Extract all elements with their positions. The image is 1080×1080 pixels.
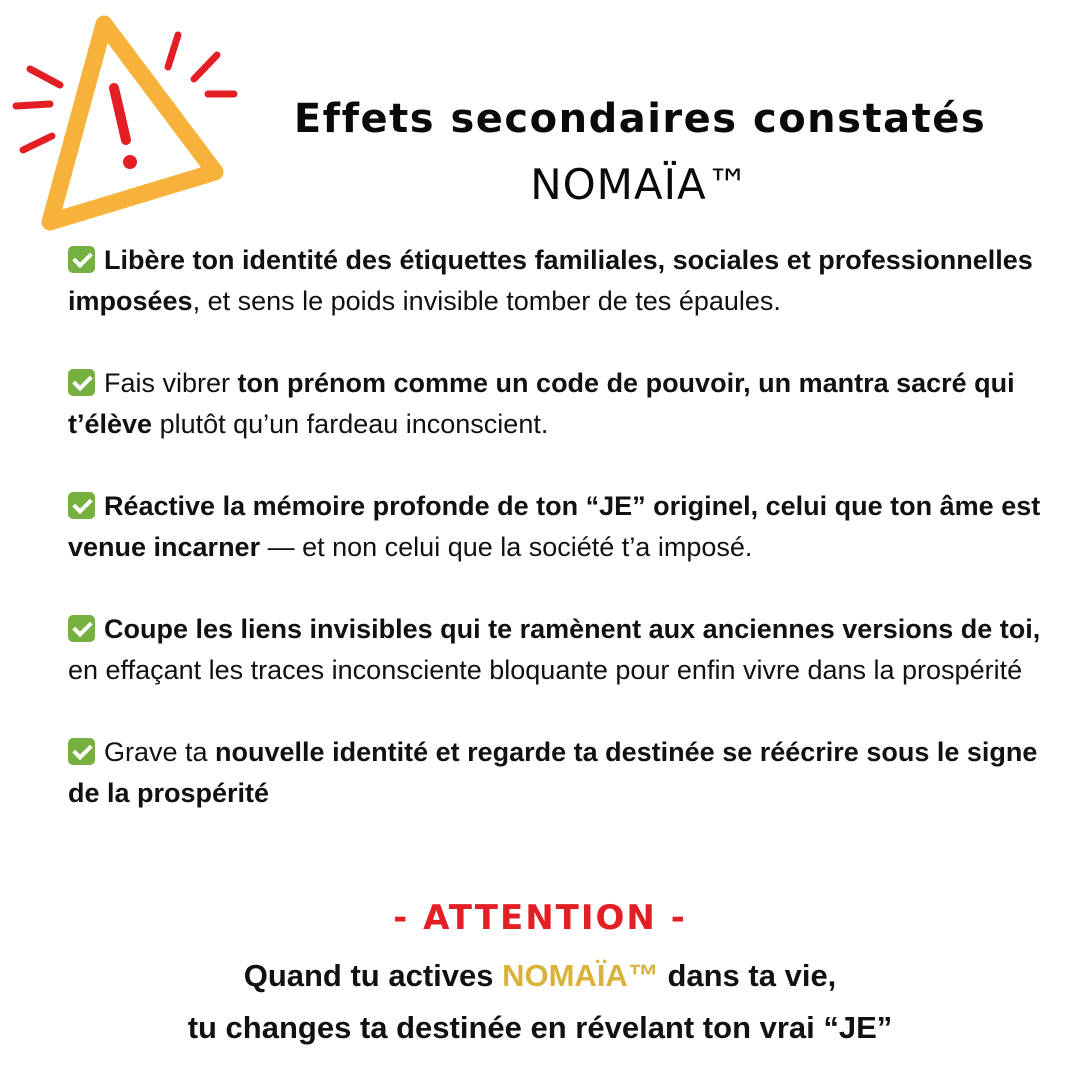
check-mark-icon <box>68 369 95 396</box>
closing-text: Quand tu actives <box>243 958 503 993</box>
item-text: plutôt qu’un fardeau inconscient. <box>152 409 549 439</box>
attention-heading: - ATTENTION - <box>393 898 687 938</box>
list-item <box>68 363 1048 445</box>
list-item <box>68 732 1048 814</box>
item-bold-text: Réactive la mémoire profonde de ton “JE” originel, celui que ton âme est venue incarner <box>68 491 1041 562</box>
triangle-outline <box>50 24 215 222</box>
list-item <box>68 240 1048 322</box>
alert-ray <box>168 35 178 67</box>
closing-line-1 <box>0 950 1080 1002</box>
list-item <box>68 486 1048 568</box>
check-mark-icon <box>68 738 95 765</box>
item-text: en effaçant les traces inconsciente bloquante pour enfin vivre dans la prospérité <box>68 655 1023 685</box>
check-mark-icon <box>68 615 95 642</box>
item-bold-text: nouvelle identité et regarde ta destinée se réécrire sous le signe de la prospérité <box>68 737 1038 808</box>
item-text: — et non celui que la société t’a imposé. <box>260 532 753 562</box>
alert-ray <box>16 104 50 106</box>
item-bold-text: Libère ton identité des étiquettes familiales, sociales et professionnelles imposées <box>68 245 1033 316</box>
item-bold-text: Coupe les liens invisibles qui te ramènent aux anciennes versions de toi, <box>104 614 1041 644</box>
page-title: Effets secondaires constatés <box>293 96 987 142</box>
effects-list <box>68 240 1048 814</box>
closing-line-2: tu changes ta destinée en révelant ton vrai “JE” <box>187 1010 893 1045</box>
item-prefix: Grave ta <box>104 737 216 767</box>
item-prefix: Fais vibrer <box>104 368 238 398</box>
alert-ray <box>194 55 217 79</box>
closing-statement <box>0 950 1080 1054</box>
closing-text: dans ta vie, <box>658 958 837 993</box>
check-mark-icon <box>68 246 95 273</box>
warning-triangle-icon <box>10 12 240 232</box>
item-text: , et sens le poids invisible tomber de tes épaules. <box>192 286 781 316</box>
brand-name: NOMAÏA™ <box>530 160 750 209</box>
list-item <box>68 609 1048 691</box>
check-mark-icon <box>68 492 95 519</box>
alert-ray <box>23 136 52 150</box>
exclamation-bar <box>114 88 126 140</box>
exclamation-dot <box>123 155 137 169</box>
item-bold-text: ton prénom comme un code de pouvoir, un mantra sacré qui t’élève <box>68 368 1015 439</box>
closing-brand: NOMAÏA™ <box>502 958 659 993</box>
alert-ray <box>30 69 60 85</box>
